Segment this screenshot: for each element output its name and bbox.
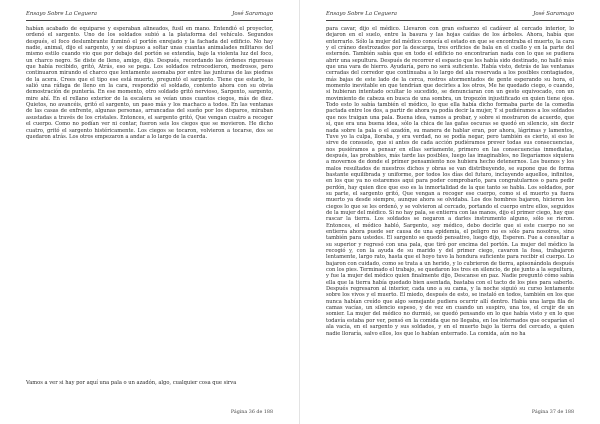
left-page-last-line: Vamos a ver si hay por aquí una pala o un azadón, algo, cualquier cosa que sirva <box>26 380 237 386</box>
left-page-header <box>26 9 273 21</box>
right-page-body: para cavar, dijo el médico. Llevaron con gran esfuerzo el cadáver al cercado interior, lo dejaron en el suelo, entre la basura y las hojas caídas de los árboles. Ahora, había que enterrarlo. Sólo la mujer del médico conocía el estado en que se encontraba el muerto, la cara y el cráneo destrozados por la descarga, tres orificios de bala en el cuello y en la parte del esternón. También sabía que en todo el edificio no encontrarían nada con lo que se pudiera abrir una sepultura. Después de recorrer el espacio que les había sido destinado, no halló más que una vara de hierro. Ayudaría, pero no será suficiente. Había visto, detrás de las ventanas cerradas del corredor que continuaba a lo largo del ala reservada a los posibles contagiados, más bajas de este lado de la cerca, rostros atormentados de gente esperando su hora, el momento inevitable en que tendrían que decirles a los otros, Me he quedado ciego, o cuando, si hubieran intentado ocultar lo sucedido, se denunciaran con un gesto equivocado, con un movimiento de cabeza en busca de una sombra, un tropezón injustificado en quien tiene ojos. Todo esto lo sabía también el médico, lo que ella había dicho formaba parte de la comedia pactada entre los dos, a partir de ahora ya podía decir la mujer, Y si pudiéramos a los soldados que nos traigan una pala. Buena idea, vamos a probar, y sobre si mostraron de acuerdo, que sí, que era una buena idea, sólo la chica de las gafas oscuras se quedó en silencio, sin decir nada sobre la pala o el azadón, su manera de hablar eran, por ahora, lágrimas y lamentos, Tuve yo la culpa, lloraba, y era verdad, no se podía negar, pero también es cierto, si eso le sirve de consuelo, que si antes de cada acción pudiéramos prever todas sus consecuencias, nos pusiéramos a pensar en ellas seriamente, primero en las consecuencias inmediatas, después, las probables, más tarde las posibles, luego las imaginables, no llegaríamos siquiera a movernos de donde el primer pensamiento nos hubiera hecho detenernos. Los buenos y los malos resultados de nuestros dichos y obras se van distribuyendo, se supone que de forma bastante equilibrada y uniforme, por todos los días del futuro, incluyendo aquellos, infinitos, en los que ya no estaremos aquí para poder comprobarlo, para congratularnos o para pedir perdón, hay quien dice que eso es la inmortalidad de la que tanto se habla. Los soldados, por su parte, el sargento gritó, Que vengan a recoger ese cuerpo, como si el muerto ya fuera muerto ya desde siempre, aunque ahora se olvidaba. Los dos hombres bajaron, hicieron los ciegos lo que se les ordenó, y se volvieron al cercado, portando el cuerpo entre ellos, seguidos de la mujer del médico. Si no hay pala, se entierra con las manos, dijo el primer ciego, hay que rascar la tierra. Los soldados se negaron a darles instrumento alguno, sólo se rieron. Entonces, el médico habló, Sargento, soy médico, debo decirle que si este cuerpo no se entierra ahora puede ser causa de una epidemia, el peligro no es sólo para nosotros, sino también para ustedes. El sargento se quedó pensativo, luego dijo, Esperen. Fue a consultar a su superior y regresó con una pala, que tiró por encima del portón. La mujer del médico la recogió y, con la ayuda de su marido y del primer ciego, cavaron la fosa, trabajaron lentamente, largo rato, hasta que el hoyo tuvo la hondura suficiente para recibir el cuerpo. Lo bajaron con cuidado, como se trata a un herido, y lo cubrieron de tierra, apisonándola después con los pies. Terminado el trabajo, se quedaron los tres en silencio, de pie junto a la sepultura, y fue la mujer del médico quien finalmente dijo, Descanse en paz. Nadie preguntó cómo sabía ella que la tierra había quedado bien asentada, bastaba con el tacto de los pies para saberlo. Después regresaron al interior, cada uno a su cama, y la noche siguió su curso lentamente sobre los vivos y el muerto. El miedo, después de esto, se instaló en todos, también en los que nunca habían creído que algo semejante pudiera ocurrir allí dentro. Había una larga fila de camas vacías, un silencio espeso, y de vez en cuando un suspiro, una tos, el crujir de un somier. La mujer del médico no durmió, se quedó pensando en lo que había visto y en lo que todavía estaba por ver, pensó en la comida que no llegaba, en los internados que ocuparían el ala vacía, en el sargento y sus soldados, y en el muerto bajo la tierra del cercado, a quien nadie lloraría, salvo ellos, los que lo habían enterrado. La comida, aún no ha <box>326 26 574 337</box>
book-author: José Saramago <box>232 11 273 17</box>
book-author: José Saramago <box>533 11 574 17</box>
right-page-number: Página 37 de 188 <box>531 410 574 415</box>
left-page-number: Página 36 de 188 <box>230 410 273 415</box>
left-page-body: habían acabado de equiparse y esperaban alineados, fusil en mano. Entendió el proyector, ordenó el sargento. Uno de los soldados subió a la plataforma del vehículo. Segundos después, el foco deslumbrante iluminó el portón enrejado y la fachada del edificio. No hay nadie, animal, dijo el sargento, y se dispuso a soltar unas cuantas animalades militares del mismo estilo cuando vio que por debajo del portón se extendía, bajo la violenta luz del foco, un charco negro. Se diste de lleno, amigo, dijo. Después, recordando las órdenes rigurosas que había recibido, gritó, Atrás, eso se pega. Los soldados retrocedieron, medrosos, pero continuaron mirando el charco que lentamente asomaba por entre las junturas de las piedras de la acera. Crees que el tipo ese está muerto, preguntó el sargento. Tiene que estarlo, le salió una ráfaga de lleno en la cara, respondió el soldado, contento ahora con su obvia demostración de puntería. En ese momento, otro soldado gritó nervioso, Sargento, sargento, mire ahí. En el rellano exterior de la escalera se veían unos cuantos ciegos, más de diez. Quietos, no avancéis, gritó el sargento, un paso más y los machaco a todos. En las ventanas de las casas de enfrente, algunas personas, arrancadas del sueño por los disparos, miraban asustadas a través de los cristales. Entonces, el sargento gritó, Que vengan cuatro a recoger el cuerpo. Como no podían ver ni contar, fueron seis los ciegos que se movieron. He dicho cuatro, gritó el sargento histéricamente. Los ciegos se tocaron, volvieron a tocarse, dos se quedaron atrás. Los otros empezaron a andar a lo largo de la cuerda. <box>26 26 273 140</box>
right-page-header <box>326 9 574 21</box>
right-page <box>300 0 600 424</box>
book-title: Ensayo Sobre La Ceguera <box>326 11 397 17</box>
book-title: Ensayo Sobre La Ceguera <box>26 11 97 17</box>
